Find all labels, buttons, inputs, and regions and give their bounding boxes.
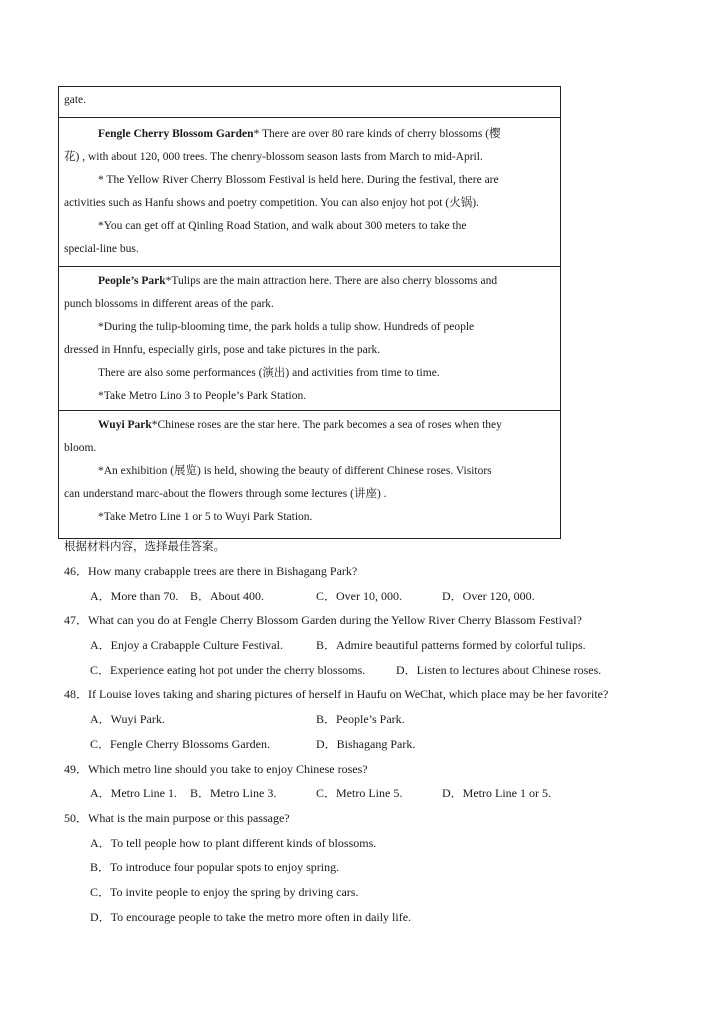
peoples-paragraph-2-cont: dressed in Hnnfu, especially girls, pose and take pictures in the park. <box>64 344 381 356</box>
q49-option-c[interactable]: C．Metro Line 5. <box>316 786 403 800</box>
q50-option-b[interactable]: B．To introduce four popular spots to enjoy spring. <box>90 860 340 874</box>
wuyi-paragraph-1: Wuyi Park*Chinese roses are the star here. The park becomes a sea of roses when they <box>98 419 502 431</box>
fengle-paragraph-1-cont: 花) , with about 120, 000 trees. The chenry-blossom season lasts from March to mid-April. <box>64 151 483 163</box>
q47-option-d[interactable]: D．Listen to lectures about Chinese roses. <box>396 663 602 677</box>
fengle-paragraph-2-cont: activities such as Hanfu shows and poetry competition. You can also enjoy hot pot (火锅). <box>64 197 479 209</box>
table-cell-wuyi-park <box>59 411 560 538</box>
q47-option-c[interactable]: C．Experience eating hot pot under the cherry blossoms. <box>90 663 366 677</box>
q49-option-b[interactable]: B．Metro Line 3. <box>190 786 277 800</box>
q46-option-a[interactable]: A．More than 70. <box>90 589 179 603</box>
q48-option-d[interactable]: D．Bishagang Park. <box>316 737 416 751</box>
wuyi-paragraph-3: *Take Metro Line 1 or 5 to Wuyi Park Station. <box>98 511 313 523</box>
q48-option-a[interactable]: A．Wuyi Park. <box>90 712 165 726</box>
q48-option-c[interactable]: C．Fengle Cherry Blossoms Garden. <box>90 737 270 751</box>
q47-option-b[interactable]: B．Admire beautiful patterns formed by colorful tulips. <box>316 638 586 652</box>
q50-option-d[interactable]: D．To encourage people to take the metro more often in daily life. <box>90 910 412 924</box>
fengle-paragraph-1: Fengle Cherry Blossom Garden* There are over 80 rare kinds of cherry blossoms (樱 <box>98 128 501 140</box>
wuyi-name: Wuyi Park <box>98 419 152 431</box>
question-50: 50．What is the main purpose or this passage? <box>64 811 290 825</box>
question-46: 46．How many crabapple trees are there in Bishagang Park? <box>64 564 358 578</box>
park-info-table <box>58 86 561 539</box>
wuyi-paragraph-2-cont: can understand marc-about the flowers through some lectures (讲座) . <box>64 488 387 500</box>
question-49: 49．Which metro line should you take to enjoy Chinese roses? <box>64 762 368 776</box>
q49-option-a[interactable]: A．Metro Line 1. <box>90 786 177 800</box>
wuyi-paragraph-2: *An exhibition (展览) is held, showing the beauty of different Chinese roses. Visitors <box>98 465 492 477</box>
question-47: 47．What can you do at Fengle Cherry Blossom Garden during the Yellow River Cherry Blassom Festival? <box>64 613 582 627</box>
fengle-paragraph-2: * The Yellow River Cherry Blossom Festival is held here. During the festival, there are <box>98 174 499 186</box>
table-cell-peoples-park <box>59 267 560 411</box>
fengle-paragraph-3: *You can get off at Qinling Road Station, and walk about 300 meters to take the <box>98 220 467 232</box>
peoples-name: People’s Park <box>98 275 166 287</box>
peoples-paragraph-1: People’s Park*Tulips are the main attraction here. There are also cherry blossoms and <box>98 275 498 287</box>
q50-option-c[interactable]: C．To invite people to enjoy the spring by driving cars. <box>90 885 359 899</box>
q46-option-d[interactable]: D．Over 120, 000. <box>442 589 535 603</box>
q50-option-a[interactable]: A．To tell people how to plant different kinds of blossoms. <box>90 836 377 850</box>
q46-option-c[interactable]: C．Over 10, 000. <box>316 589 402 603</box>
continuation-text: gate. <box>64 94 87 106</box>
q46-option-b[interactable]: B．About 400. <box>190 589 265 603</box>
wuyi-paragraph-1-cont: bloom. <box>64 442 97 454</box>
fengle-paragraph-3-cont: special-line bus. <box>64 243 139 255</box>
instruction-text: 根据材料内容，选择最佳答案。 <box>64 539 225 553</box>
q48-option-b[interactable]: B．People’s Park. <box>316 712 405 726</box>
table-cell-continuation <box>59 87 560 118</box>
fengle-name: Fengle Cherry Blossom Garden <box>98 128 254 140</box>
question-48: 48．If Louise loves taking and sharing pictures of herself in Haufu on WeChat, which place may be her favorite? <box>64 687 609 701</box>
peoples-paragraph-1-cont: punch blossoms in different areas of the park. <box>64 298 274 310</box>
q47-option-a[interactable]: A．Enjoy a Crabapple Culture Festival. <box>90 638 283 652</box>
q49-option-d[interactable]: D．Metro Line 1 or 5. <box>442 786 551 800</box>
table-cell-fengle <box>59 118 560 267</box>
peoples-paragraph-3: There are also some performances (演出) and activities from time to time. <box>98 367 440 379</box>
peoples-paragraph-4: *Take Metro Lino 3 to People’s Park Station. <box>98 390 307 402</box>
peoples-paragraph-2: *During the tulip-blooming time, the park holds a tulip show. Hundreds of people <box>98 321 475 333</box>
